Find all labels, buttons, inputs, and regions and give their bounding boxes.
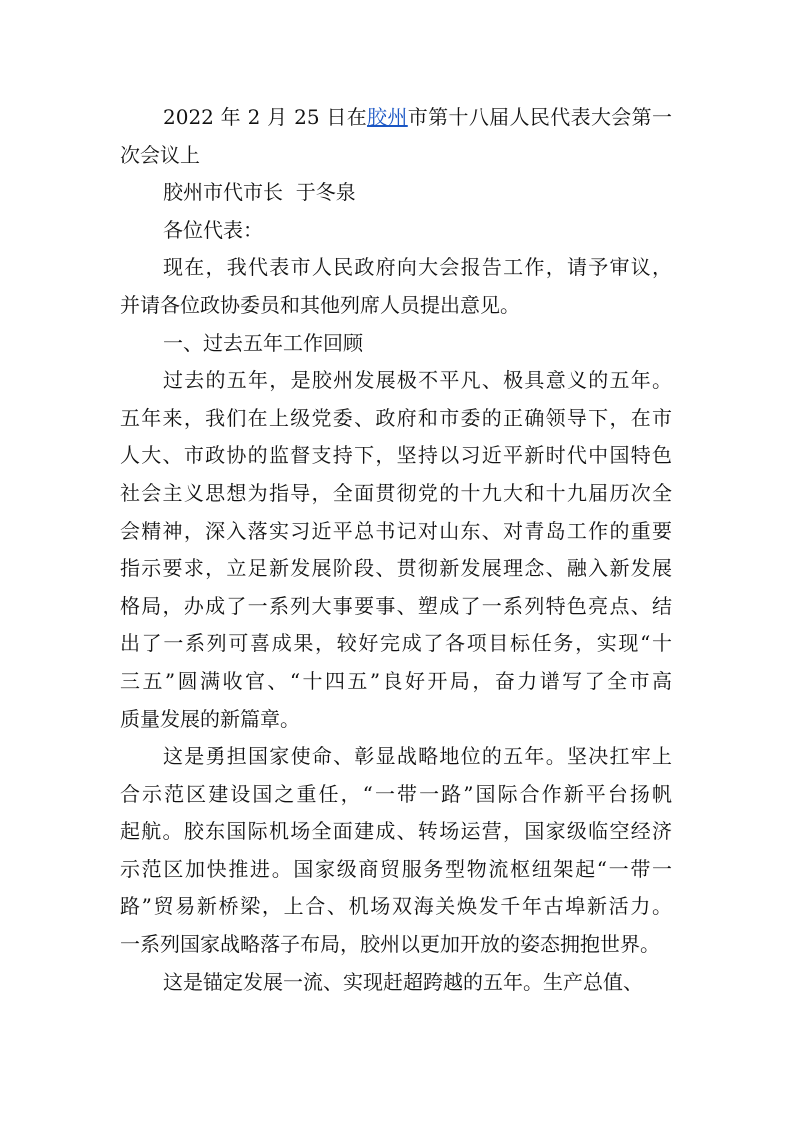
jiaozhou-link[interactable]: 胶州: [367, 105, 408, 129]
paragraph-2-line: 指示要求，立足新发展阶段、贯彻新发展理念、融入新发展: [120, 556, 672, 581]
paragraph-2-line: 格局，办成了一系列大事要事、塑成了一系列特色亮点、结: [120, 593, 672, 618]
paragraph-1-line: 一、过去五年工作回顾: [163, 330, 363, 355]
document-page: [120, 99, 672, 1001]
paragraph-3-line: 示范区加快推进。国家级商贸服务型物流枢纽架起“一带一: [120, 856, 672, 881]
paragraph-3-line: 合示范区建设国之重任，“一带一路”国际合作新平台扬帆: [120, 781, 672, 806]
paragraph-2-line: 过去的五年，是胶州发展极不平凡、极具意义的五年。: [163, 368, 672, 393]
salutation: 各位代表：: [163, 217, 263, 242]
paragraph-0-line: 现在，我代表市人民政府向大会报告工作，请予审议，: [163, 255, 672, 280]
paragraph-4-line: 这是锚定发展一流、实现赶超跨越的五年。生产总值、: [163, 969, 643, 994]
paragraph-3-line: 一系列国家战略落子布局，胶州以更加开放的姿态拥抱世界。: [120, 932, 660, 957]
author-line: 胶州市代市长 于冬泉: [163, 180, 356, 205]
paragraph-2-line: 质量发展的新篇章。: [120, 706, 300, 731]
title-line-2: 次会议上: [120, 142, 200, 167]
paragraph-2-line: 人大、市政协的监督支持下，坚持以习近平新时代中国特色: [120, 443, 672, 468]
body-text: [120, 249, 672, 1001]
paragraph-3-line: 起航。胶东国际机场全面建成、转场运营，国家级临空经济: [120, 819, 672, 844]
paragraph-2-line: 三五”圆满收官、“十四五”良好开局，奋力谱写了全市高: [120, 668, 672, 693]
title-prefix: 2022 年 2 月 25 日在: [163, 105, 368, 129]
paragraph-2-line: 会精神，深入落实习近平总书记对山东、对青岛工作的重要: [120, 518, 672, 543]
paragraph-3-line: 这是勇担国家使命、彰显战略地位的五年。坚决扛牢上: [163, 744, 672, 769]
paragraph-2-line: 出了一系列可喜成果，较好完成了各项目标任务，实现“十: [120, 631, 672, 656]
paragraph-2-line: 社会主义思想为指导，全面贯彻党的十九大和十九届历次全: [120, 480, 672, 505]
paragraph-0-line: 并请各位政协委员和其他列席人员提出意见。: [120, 292, 520, 317]
title-line-1: [120, 99, 672, 137]
title-suffix: 市第十八届人民代表大会第一: [407, 105, 673, 129]
paragraph-2-line: 五年来，我们在上级党委、政府和市委的正确领导下，在市: [120, 405, 672, 430]
paragraph-3-line: 路”贸易新桥梁，上合、机场双海关焕发千年古埠新活力。: [120, 894, 672, 919]
